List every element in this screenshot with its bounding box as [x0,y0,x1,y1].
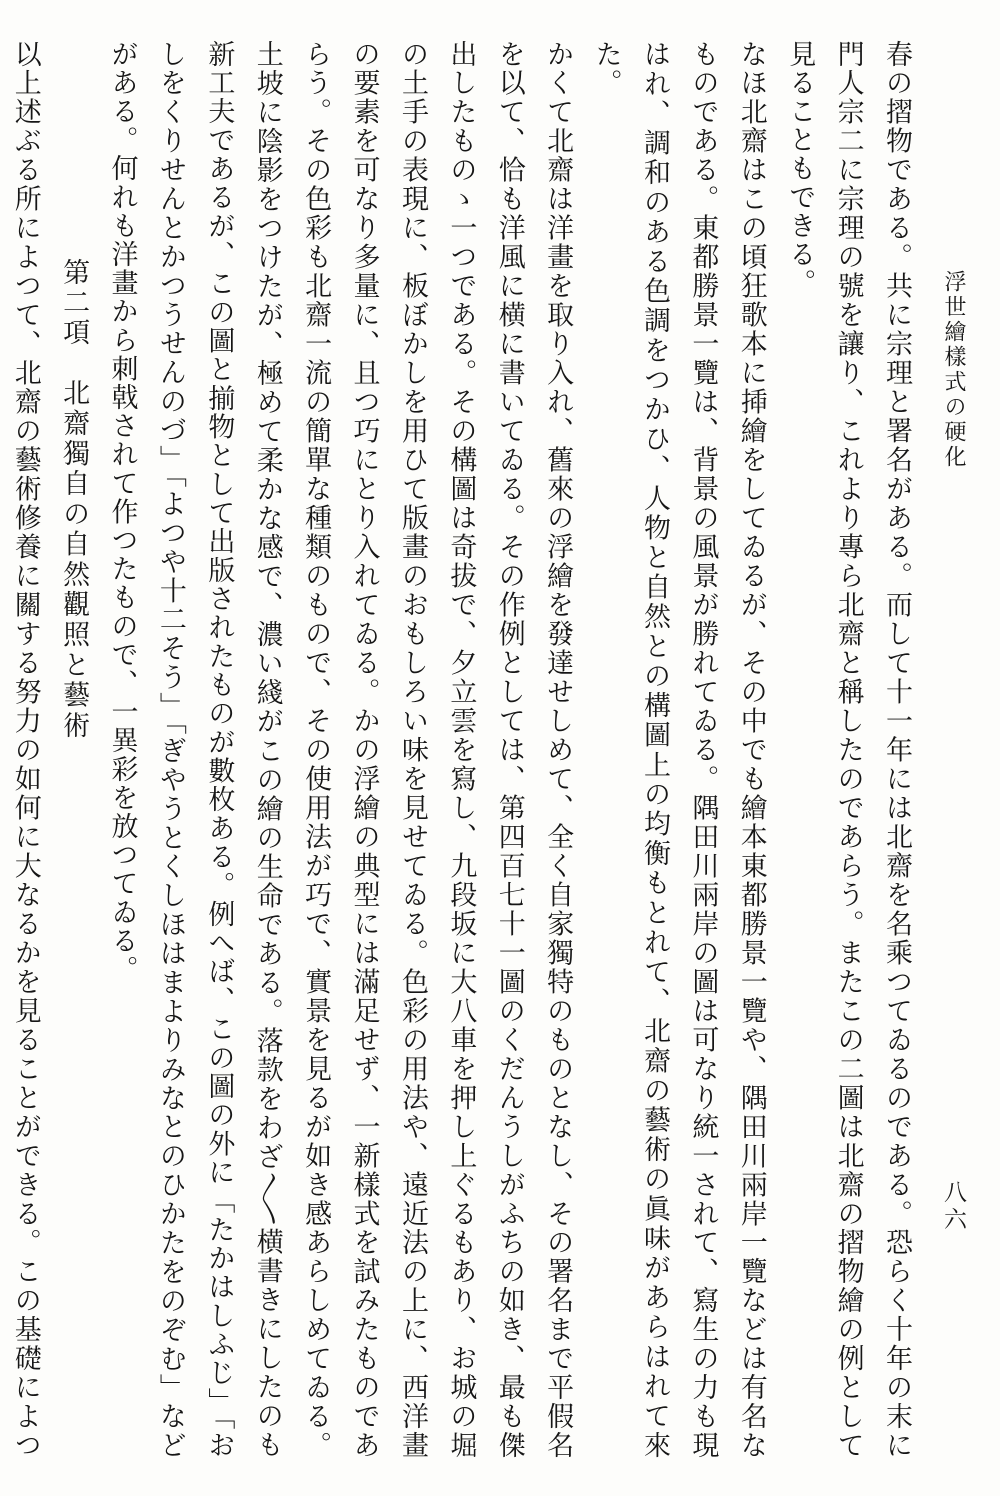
section-heading: 第二項 北齋獨自の自然觀照と藝術 [58,258,90,742]
paragraph: 以上述ぶる所によつて、北齋の藝術修養に關する努力の如何に大なるかを見ることができる。この基礎によつ [9,40,41,1460]
page-number: 八六 [940,1180,966,1234]
paragraph: 春の摺物である。共に宗理と署名がある。而して十一年には北齋を名乘つてゐるのである。恐らく十年の末に門人宗二に宗理の號を讓り、これより專ら北齋と稱したのであらう。またこの二圖は北齋の摺物繪の例として見ることもできる。 [784,40,912,1460]
paragraph: なほ北齋はこの頃狂歌本に揷繪をしてゐるが、その中でも繪本東都勝景一覽や、隅田川兩岸一覽などは有名なものである。東都勝景一覽は、背景の風景が勝れてゐる。隅田川兩岸の圖は可なり統一されて、寫生の力も現はれ、調和のある色調をつかひ、人物と自然との構圖上の均衡もとれて、北齋の藝術の眞味があらはれて來た。 [590,40,767,1460]
body-text [0,40,920,1460]
paragraph: かくて北齋は洋畫を取り入れ、舊來の浮繪を發達せしめて、全く自家獨特のものとなし、その署名まで平假名を以て、恰も洋風に横に書いてゐる。その作例としては、第四百七十一圖のくだんうしがふちの如き、最も傑出したものゝ一つである。その構圖は奇拔で、夕立雲を寫し、九段坂に大八車を押し上ぐるもあり、お城の堀の土手の表現に、板ぼかしを用ひて版畫のおもしろい味を見せてゐる。色彩の用法や、遠近法の上に、西洋畫の要素を可なり多量に、且つ巧にとり入れてゐる。かの浮繪の典型には滿足せず、一新樣式を試みたものであらう。その色彩も北齋一流の簡單な種類のもので、その使用法が巧で、實景を見るが如き感あらしめてゐる。土坡に陰影をつけたが、極めて柔かな感で、濃い綫がこの繪の生命である。落款をわざ〳〵横書きにしたのも新工夫であるが、この圖と揃物として出版されたものが數枚ある。例へば、この圖の外に「たかはしふじ」「おしをくりせんとかつうせんのづ」「よつや十二そう」「ぎやうとくしほはまよりみなとのひかたをのぞむ」などがある。何れも洋畫から刺戟されて作つたもので、一異彩を放つてゐる。 [106,40,574,1460]
running-head: 浮世繪樣式の硬化 [941,270,966,470]
